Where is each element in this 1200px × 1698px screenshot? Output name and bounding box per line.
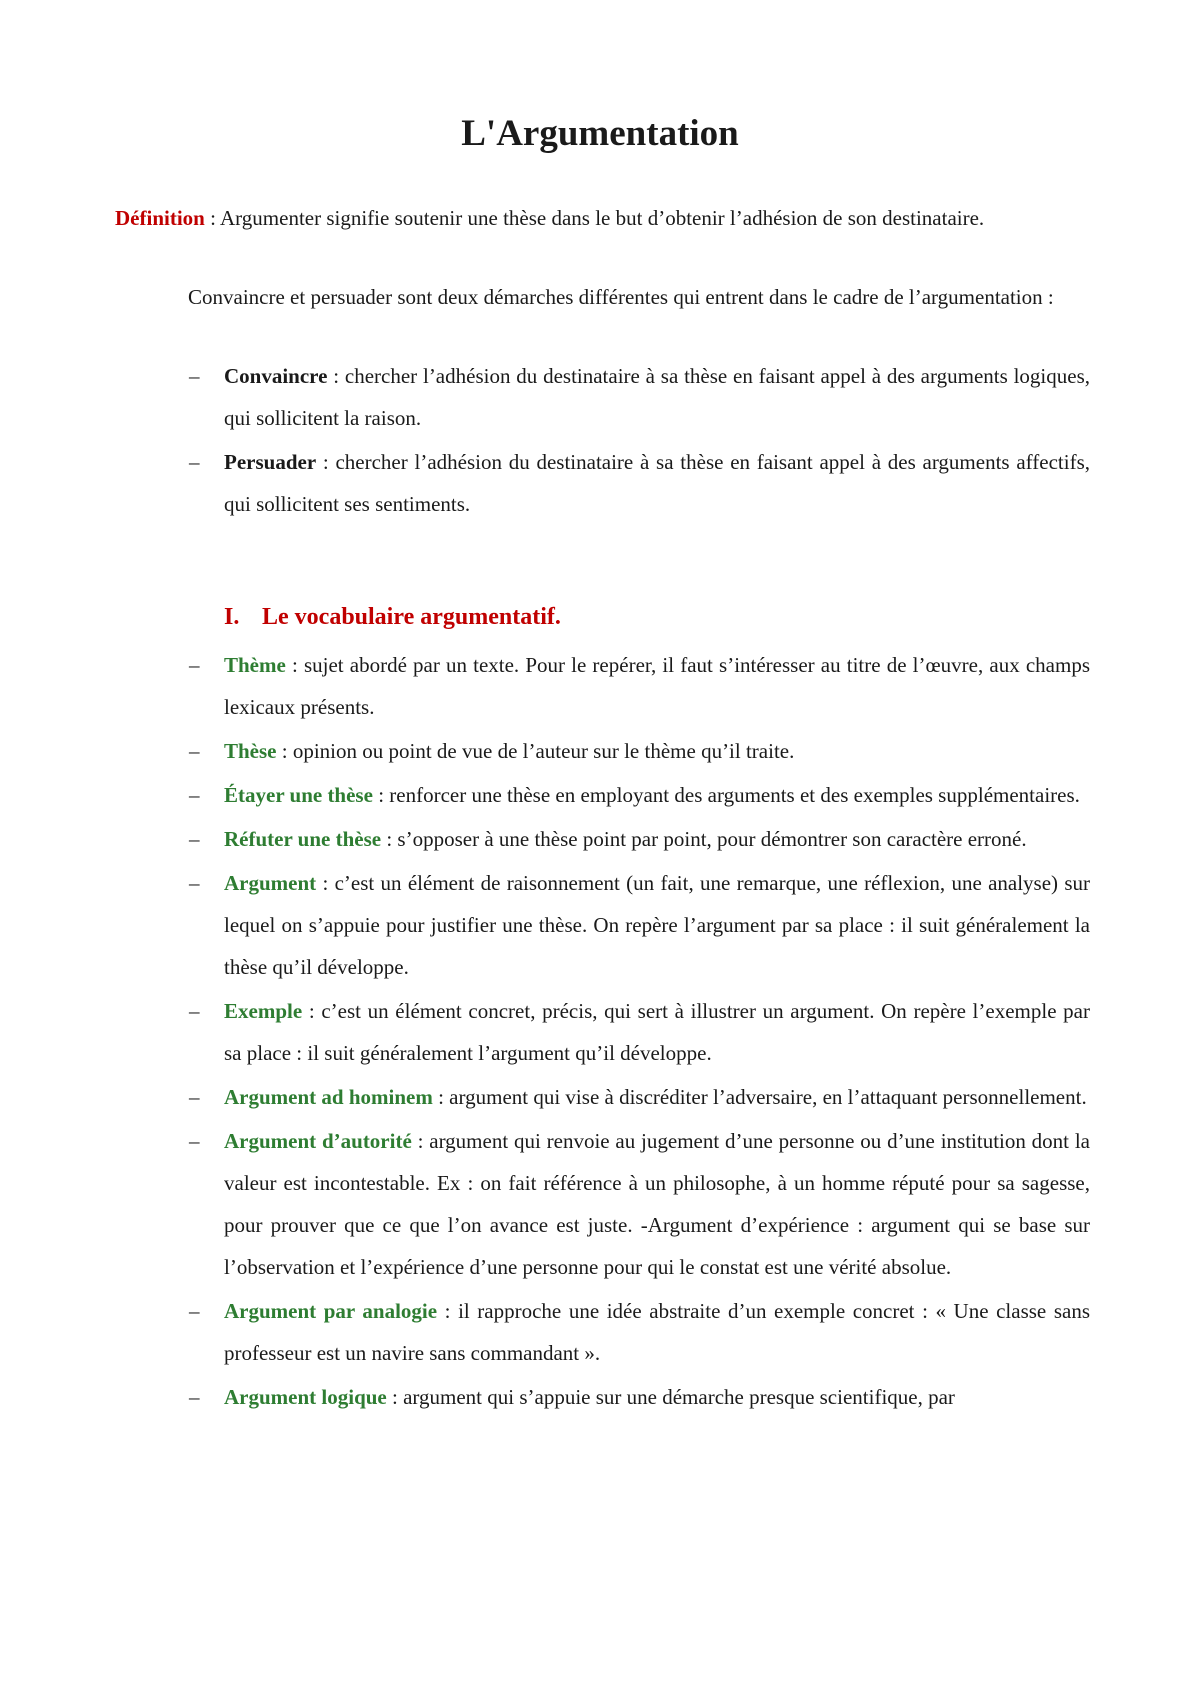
dash-bullet: –	[189, 364, 200, 388]
dash-bullet: –	[189, 1085, 200, 1109]
term: Thèse	[224, 739, 277, 763]
term: Persuader	[224, 450, 317, 474]
dash-bullet: –	[189, 783, 200, 807]
list-item	[115, 644, 1090, 728]
definition: : c’est un élément de raisonnement (un fait, une remarque, une réflexion, une analyse) sur lequel on s’appuie pour justifier une thèse. On repère l’argument par sa place : il suit généralement la thèse qu’il développe.	[224, 871, 1090, 979]
term: Argument	[224, 871, 317, 895]
dash-bullet: –	[189, 1385, 200, 1409]
definition-paragraph	[115, 197, 1090, 239]
term: Argument logique	[224, 1385, 387, 1409]
dash-bullet: –	[189, 450, 200, 474]
dash-bullet: –	[189, 739, 200, 763]
section-heading	[224, 597, 561, 637]
term: Thème	[224, 653, 286, 677]
term: Exemple	[224, 999, 303, 1023]
dash-bullet: –	[189, 653, 200, 677]
definition-label: Définition	[115, 206, 205, 230]
term: Argument d’autorité	[224, 1129, 412, 1153]
definition: : opinion ou point de vue de l’auteur sur le thème qu’il traite.	[276, 739, 795, 763]
list-item	[115, 1376, 1090, 1418]
section-number: I.	[224, 604, 240, 630]
dash-bullet: –	[189, 1129, 200, 1153]
term: Réfuter une thèse	[224, 827, 382, 851]
page-title: L'Argumentation	[461, 113, 739, 154]
term: Étayer une thèse	[224, 783, 373, 807]
definition: : renforcer une thèse en employant des arguments et des exemples supplémentaires.	[372, 783, 1080, 807]
definition: : argument qui vise à discréditer l’adversaire, en l’attaquant personnellement.	[432, 1085, 1087, 1109]
definition: : c’est un élément concret, précis, qui sert à illustrer un argument. On repère l’exemple par sa place : il suit généralement l’argument qu’il développe.	[224, 999, 1090, 1065]
list-item	[115, 818, 1090, 860]
list-item	[115, 1076, 1090, 1118]
list-item	[115, 730, 1090, 772]
term: Argument ad hominem	[224, 1085, 433, 1109]
definition: : s’opposer à une thèse point par point, pour démontrer son caractère erroné.	[381, 827, 1027, 851]
section-title: Le vocabulaire argumentatif.	[262, 604, 561, 630]
definition: : chercher l’adhésion du destinataire à sa thèse en faisant appel à des arguments affectifs, qui sollicitent ses sentiments.	[224, 450, 1090, 516]
vocab-list	[115, 644, 1090, 1420]
intro-paragraph: Convaincre et persuader sont deux démarches différentes qui entrent dans le cadre de l’argumentation :	[188, 285, 1054, 309]
definition: : argument qui renvoie au jugement d’une personne ou d’une institution dont la valeur est incontestable. Ex : on fait référence à un philosophe, à un homme réputé pour sa sagesse, pour prouver que ce que l’on avance est juste. -Argument d’expérience : argument qui se base sur l’observation et l’expérience d’une personne pour qui le constat est une vérité absolue.	[224, 1129, 1090, 1279]
list-item	[115, 1290, 1090, 1374]
list-item	[115, 1120, 1090, 1288]
list-item	[115, 990, 1090, 1074]
list-item	[115, 355, 1090, 439]
modes-list	[115, 355, 1090, 527]
definition: : chercher l’adhésion du destinataire à sa thèse en faisant appel à des arguments logiques, qui sollicitent la raison.	[224, 364, 1090, 430]
dash-bullet: –	[189, 827, 200, 851]
definition-text: : Argumenter signifie soutenir une thèse dans le but d’obtenir l’adhésion de son destinataire.	[204, 206, 985, 230]
list-item	[115, 774, 1090, 816]
term: Argument par analogie	[224, 1299, 438, 1323]
definition: : argument qui s’appuie sur une démarche presque scientifique, par	[386, 1385, 955, 1409]
definition: : sujet abordé par un texte. Pour le repérer, il faut s’intéresser au titre de l’œuvre, aux champs lexicaux présents.	[224, 653, 1090, 719]
dash-bullet: –	[189, 1299, 200, 1323]
term: Convaincre	[224, 364, 328, 388]
dash-bullet: –	[189, 999, 200, 1023]
list-item	[115, 441, 1090, 525]
list-item	[115, 862, 1090, 988]
definition: : il rapproche une idée abstraite d’un exemple concret : « Une classe sans professeur est un navire sans commandant ».	[224, 1299, 1090, 1365]
dash-bullet: –	[189, 871, 200, 895]
